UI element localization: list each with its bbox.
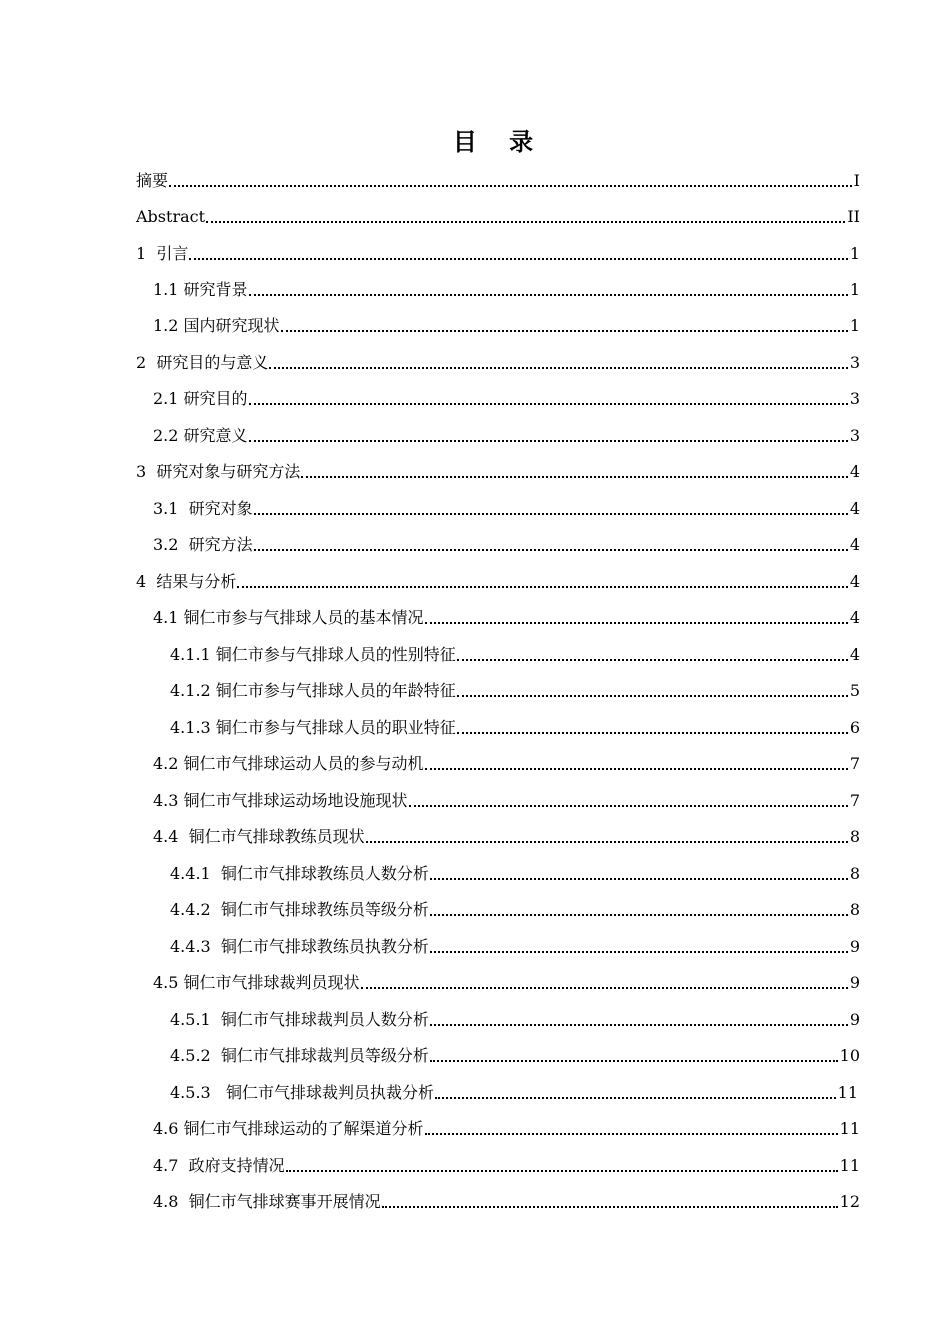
toc-entry-page: 7 [849,754,860,773]
toc-dot-leader [430,878,848,880]
toc-entry-page: 8 [849,864,860,883]
toc-entry-page: 3 [849,353,860,372]
toc-entry-label: 4.4.1 铜仁市气排球教练员人数分析 [170,864,429,883]
toc-entry-page: 3 [849,389,860,408]
toc-entry-page: 9 [849,1010,860,1029]
toc-entry[interactable] [170,638,860,666]
toc-entry-page: 10 [839,1046,860,1065]
toc-entry[interactable] [153,309,860,337]
toc-dot-leader [206,221,845,223]
toc-entry-page: 4 [849,499,860,518]
toc-entry[interactable] [153,1112,860,1140]
toc-entry[interactable] [136,237,860,265]
toc-entry[interactable] [136,164,860,192]
toc-entry-label: 4.3 铜仁市气排球运动场地设施现状 [153,791,408,810]
toc-dot-leader [457,732,848,734]
toc-entry-page: 12 [839,1192,860,1211]
toc-entry-label: 4.4.3 铜仁市气排球教练员执教分析 [170,937,429,956]
toc-dot-leader [435,1097,836,1099]
toc-entry-label: 3.1 研究对象 [153,499,253,518]
toc-entry[interactable] [170,711,860,739]
toc-entry[interactable] [153,966,860,994]
toc-entry-label: 4.4.2 铜仁市气排球教练员等级分析 [170,900,429,919]
toc-entry-label: 4.1.2 铜仁市参与气排球人员的年龄特征 [170,681,456,700]
toc-entry-label: 4.1.3 铜仁市参与气排球人员的职业特征 [170,718,456,737]
toc-entry[interactable] [153,528,860,556]
toc-entry-label: 1 引言 [136,244,189,263]
toc-entry-label: 4.7 政府支持情况 [153,1156,285,1175]
toc-entry-page: 5 [849,681,860,700]
toc-entry-label: 4 结果与分析 [136,572,237,591]
toc-entry-page: 9 [849,973,860,992]
toc-dot-leader [430,1060,838,1062]
toc-dot-leader [249,403,848,405]
toc-dot-leader [269,367,847,369]
toc-entry-label: 4.5.3 铜仁市气排球裁判员执裁分析 [170,1083,434,1102]
toc-dot-leader [382,1206,838,1208]
toc-entry-page: 1 [849,280,860,299]
toc-entry-page: 8 [849,900,860,919]
toc-dot-leader [457,695,848,697]
toc-entry-page: 4 [849,535,860,554]
toc-dot-leader [249,294,848,296]
toc-entry-page: 4 [849,462,860,481]
toc-entry-label: 2.2 研究意义 [153,426,248,445]
toc-dot-leader [425,622,848,624]
toc-dot-leader [366,841,848,843]
toc-entry-page: 4 [849,572,860,591]
toc-entry[interactable] [170,1039,860,1067]
toc-entry[interactable] [153,419,860,447]
toc-entry[interactable] [153,382,860,410]
toc-dot-leader [254,549,848,551]
toc-entry[interactable] [136,455,860,483]
toc-entry-page: 4 [849,608,860,627]
toc-entry[interactable] [153,1149,860,1177]
toc-entry[interactable] [170,893,860,921]
toc-entry[interactable] [136,565,860,593]
toc-entry-label: 3 研究对象与研究方法 [136,462,301,481]
toc-entry[interactable] [136,200,860,228]
toc-entry-page: 11 [839,1119,860,1138]
toc-dot-leader [169,185,852,187]
toc-entry-label: 4.5.2 铜仁市气排球裁判员等级分析 [170,1046,429,1065]
toc-entry-label: 4.5 铜仁市气排球裁判员现状 [153,973,360,992]
toc-entry[interactable] [153,601,860,629]
toc-entry-page: 9 [849,937,860,956]
toc-entry[interactable] [153,784,860,812]
toc-dot-leader [430,914,848,916]
toc-entry-page: 11 [839,1156,860,1175]
toc-entry-label: 4.6 铜仁市气排球运动的了解渠道分析 [153,1119,424,1138]
toc-dot-leader [425,768,848,770]
toc-entry-label: 4.1.1 铜仁市参与气排球人员的性别特征 [170,645,456,664]
toc-entry[interactable] [170,1003,860,1031]
toc-entry-page: 1 [849,244,860,263]
toc-title: 目 录 [452,128,546,156]
toc-entry-label: 4.8 铜仁市气排球赛事开展情况 [153,1192,381,1211]
toc-entry-label: 摘要 [136,171,169,190]
toc-entry[interactable] [170,1076,858,1104]
toc-entry-page: 3 [849,426,860,445]
toc-entry-page: I [853,171,860,190]
toc-entry-label: 3.2 研究方法 [153,535,253,554]
toc-entry[interactable] [153,273,860,301]
toc-entry[interactable] [153,1185,860,1213]
toc-dot-leader [301,476,847,478]
toc-dot-leader [237,586,847,588]
toc-entry-page: 8 [849,827,860,846]
toc-entry[interactable] [153,820,860,848]
toc-entry[interactable] [170,857,860,885]
toc-entry-page: 6 [849,718,860,737]
toc-entry[interactable] [170,674,860,702]
toc-dot-leader [457,659,848,661]
toc-entry-label: 4.1 铜仁市参与气排球人员的基本情况 [153,608,424,627]
toc-entry-label: 2 研究目的与意义 [136,353,269,372]
toc-dot-leader [409,805,848,807]
toc-dot-leader [189,258,847,260]
toc-dot-leader [430,951,848,953]
toc-entry-page: 11 [837,1083,858,1102]
toc-dot-leader [249,440,848,442]
toc-dot-leader [286,1170,838,1172]
toc-entry-page: 4 [849,645,860,664]
toc-dot-leader [281,330,848,332]
toc-entry-label: 2.1 研究目的 [153,389,248,408]
toc-entry[interactable] [136,346,860,374]
toc-entry[interactable] [153,747,860,775]
toc-entry-label: 1.2 国内研究现状 [153,316,280,335]
toc-entry[interactable] [170,930,860,958]
toc-entry-label: 4.2 铜仁市气排球运动人员的参与动机 [153,754,424,773]
toc-entry[interactable] [153,492,860,520]
toc-entry-label: 4.4 铜仁市气排球教练员现状 [153,827,365,846]
toc-entry-label: 4.5.1 铜仁市气排球裁判员人数分析 [170,1010,429,1029]
toc-dot-leader [430,1024,848,1026]
toc-dot-leader [425,1133,838,1135]
toc-entry-label: 1.1 研究背景 [153,280,248,299]
toc-entry-page: II [847,207,860,226]
toc-entry-page: 1 [849,316,860,335]
toc-dot-leader [361,987,848,989]
toc-entry-page: 7 [849,791,860,810]
toc-entry-label: Abstract [136,207,206,226]
toc-dot-leader [254,513,848,515]
